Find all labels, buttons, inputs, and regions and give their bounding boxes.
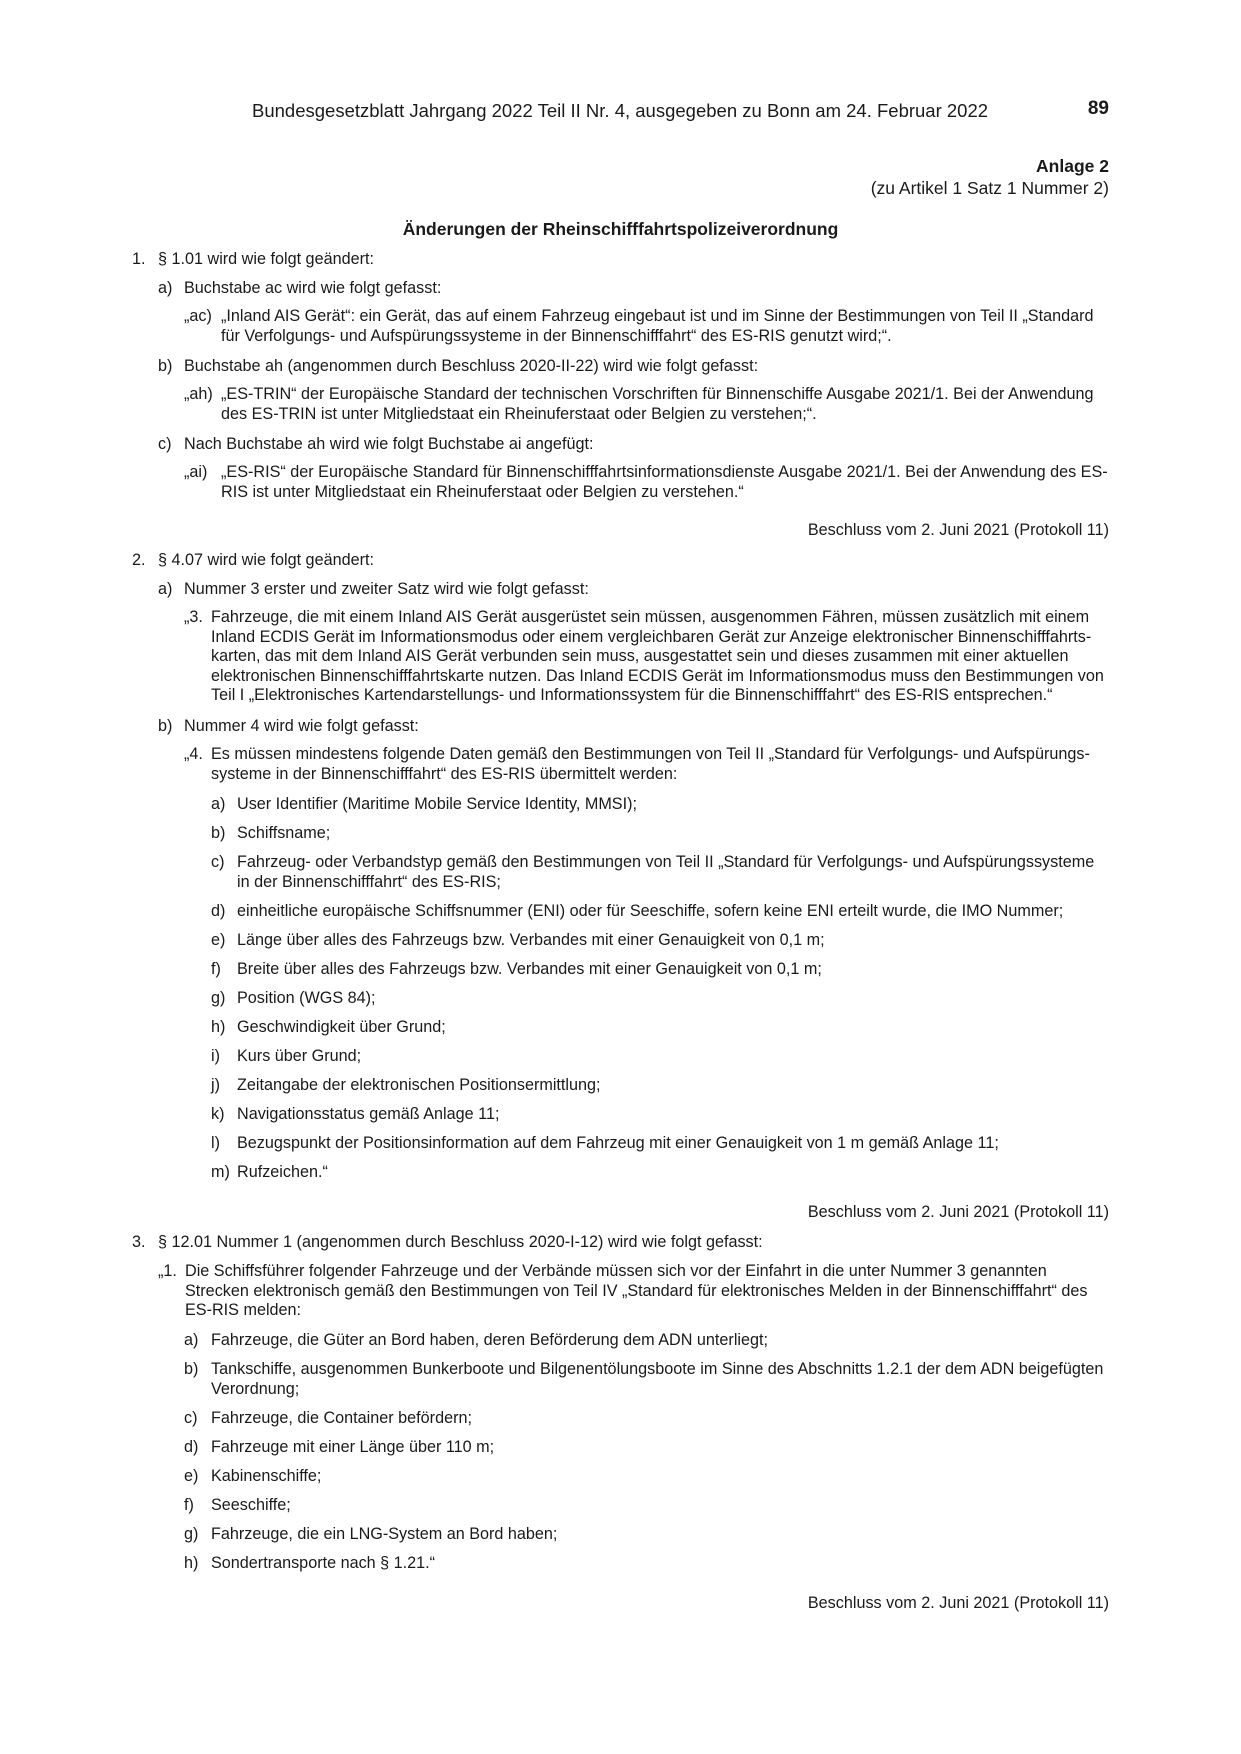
document-heading: Änderungen der Rheinschifffahrtspolizeiverordnung bbox=[402, 219, 839, 239]
s2-list-d-label: d) bbox=[211, 902, 226, 920]
s2-list-j-text: Zeitangabe der elektronischen Positionsermittlung; bbox=[237, 1076, 601, 1094]
s2-list-l-text: Bezugspunkt der Positionsinformation auf dem Fahrzeug mit einer Genauigkeit von 1 m gemäß Anlage 11; bbox=[237, 1134, 999, 1152]
section-1b-quote-label: „ah) bbox=[184, 385, 213, 403]
s2-list-b-text: Schiffsname; bbox=[237, 824, 331, 842]
s3-list-h-label: h) bbox=[184, 1554, 199, 1572]
section-3-number: 3. bbox=[132, 1233, 146, 1251]
section-3-decision: Beschluss vom 2. Juni 2021 (Protokoll 11) bbox=[807, 1594, 1109, 1612]
section-2b-quote-label: „4. bbox=[184, 745, 203, 763]
section-2a-quote-label: „3. bbox=[184, 608, 203, 626]
annex-reference: (zu Artikel 1 Satz 1 Nummer 2) bbox=[870, 178, 1109, 198]
section-2a-label: a) bbox=[158, 580, 173, 598]
section-2-decision: Beschluss vom 2. Juni 2021 (Protokoll 11) bbox=[807, 1203, 1109, 1221]
s3-list-d-text: Fahrzeuge mit einer Länge über 110 m; bbox=[211, 1438, 495, 1456]
section-1b-label: b) bbox=[158, 357, 173, 375]
s2-list-g-text: Position (WGS 84); bbox=[237, 989, 376, 1007]
section-1-text: § 1.01 wird wie folgt geändert: bbox=[158, 250, 374, 268]
section-1a-quote-text: „Inland AIS Gerät“: ein Gerät, das auf einem Fahrzeug eingebaut ist und im Sinne der Bestimmungen von Teil II „Standard für Verfolgungs- und Aufspürungssysteme in der Binnenschifffahrt“ des ES-RIS genutzt wird;“. bbox=[221, 307, 1094, 345]
section-1c-quote-text: „ES-RIS“ der Europäische Standard für Binnenschifffahrtsinformationsdienste Ausgabe 2021/1. Bei der Anwendung des ES-RIS ist unter Mitgliedstaat ein Rheinuferstaat oder Belgien zu verstehen.“ bbox=[221, 463, 1108, 501]
section-2-number: 2. bbox=[132, 551, 146, 569]
section-3-quote-label: „1. bbox=[158, 1262, 177, 1280]
section-1b-text: Buchstabe ah (angenommen durch Beschluss 2020-II-22) wird wie folgt gefasst: bbox=[184, 357, 759, 375]
s3-list-h-text: Sondertransporte nach § 1.21.“ bbox=[211, 1554, 436, 1572]
s2-list-m-label: m) bbox=[211, 1163, 230, 1181]
section-3-text: § 12.01 Nummer 1 (angenommen durch Beschluss 2020-I-12) wird wie folgt gefasst: bbox=[158, 1233, 763, 1251]
s3-list-c-text: Fahrzeuge, die Container befördern; bbox=[211, 1409, 472, 1427]
s3-list-a-label: a) bbox=[184, 1331, 199, 1349]
s2-list-j-label: j) bbox=[211, 1076, 220, 1094]
s3-list-c-label: c) bbox=[184, 1409, 198, 1427]
s3-list-g-text: Fahrzeuge, die ein LNG-System an Bord haben; bbox=[211, 1525, 558, 1543]
s3-list-g-label: g) bbox=[184, 1525, 199, 1543]
s3-list-e-text: Kabinenschiffe; bbox=[211, 1467, 322, 1485]
s2-list-m-text: Rufzeichen.“ bbox=[237, 1163, 328, 1181]
s3-list-a-text: Fahrzeuge, die Güter an Bord haben, deren Beförderung dem ADN unterliegt; bbox=[211, 1331, 769, 1349]
s2-list-l-label: l) bbox=[211, 1134, 220, 1152]
s2-list-c-label: c) bbox=[211, 853, 225, 871]
s2-list-k-text: Navigationsstatus gemäß Anlage 11; bbox=[237, 1105, 500, 1123]
s2-list-a-text: User Identifier (Maritime Mobile Service Identity, MMSI); bbox=[237, 795, 637, 813]
s2-list-i-text: Kurs über Grund; bbox=[237, 1047, 362, 1065]
section-1a-label: a) bbox=[158, 279, 173, 297]
section-1b-quote-text: „ES-TRIN“ der Europäische Standard der technischen Vorschriften für Binnenschiffe Ausgabe 2021/1. Bei der Anwendung des ES-TRIN ist unter Mitgliedstaat ein Rheinuferstaat oder Belgien zu verstehen;“. bbox=[221, 385, 1094, 423]
s3-list-b-text: Tankschiffe, ausgenommen Bunkerboote und Bilgenentölungsboote im Sinne des Abschnitts 1.2.1 der dem ADN beigefügten Verordnung; bbox=[211, 1360, 1104, 1398]
s3-list-f-text: Seeschiffe; bbox=[211, 1496, 291, 1514]
section-1a-text: Buchstabe ac wird wie folgt gefasst: bbox=[184, 279, 442, 297]
section-1c-label: c) bbox=[158, 435, 172, 453]
section-1-decision: Beschluss vom 2. Juni 2021 (Protokoll 11) bbox=[807, 521, 1109, 539]
s2-list-h-label: h) bbox=[211, 1018, 226, 1036]
s2-list-h-text: Geschwindigkeit über Grund; bbox=[237, 1018, 446, 1036]
s2-list-c-text: Fahrzeug- oder Verbandstyp gemäß den Bestimmungen von Teil II „Standard für Verfolgungs- und Aufspürungssysteme in der Binnenschifffahrt“ des ES-RIS; bbox=[237, 853, 1095, 891]
s3-list-f-label: f) bbox=[184, 1496, 194, 1514]
s3-list-e-label: e) bbox=[184, 1467, 199, 1485]
section-1c-text: Nach Buchstabe ah wird wie folgt Buchstabe ai angefügt: bbox=[184, 435, 594, 453]
s2-list-d-text: einheitliche europäische Schiffsnummer (ENI) oder für Seeschiffe, sofern keine ENI erteilt wurde, die IMO Nummer; bbox=[237, 902, 1064, 920]
s2-list-g-label: g) bbox=[211, 989, 226, 1007]
running-header: Bundesgesetzblatt Jahrgang 2022 Teil II Nr. 4, ausgegeben zu Bonn am 24. Februar 2022 bbox=[252, 100, 989, 121]
s2-list-b-label: b) bbox=[211, 824, 226, 842]
section-2b-label: b) bbox=[158, 717, 173, 735]
s2-list-e-label: e) bbox=[211, 931, 226, 949]
section-1a-quote-label: „ac) bbox=[184, 307, 212, 325]
s3-list-d-label: d) bbox=[184, 1438, 199, 1456]
s2-list-a-label: a) bbox=[211, 795, 226, 813]
s2-list-f-text: Breite über alles des Fahrzeugs bzw. Verbandes mit einer Genauigkeit von 0,1 m; bbox=[237, 960, 822, 978]
section-1c-quote-label: „ai) bbox=[184, 463, 208, 481]
section-2a-quote-text: Fahrzeuge, die mit einem Inland AIS Gerät ausgerüstet sein müssen, ausgenommen Fähren, müssen zusätzlich mit einem Inland ECDIS Gerät im Informationsmodus oder einem vergleichbaren Gerät zur Anzeige elektronischer Binnenschifffahrtskarten, das mit dem Inland AIS Gerät verbunden sein muss, ausgestattet sein und dieses zusammen mit einer aktuellen elektronischen Binnenschifffahrtskarte nutzen. Das Inland ECDIS Gerät im Informationsmodus muss den Bestimmungen von Teil I „Elektronisches Kartendarstellungs- und Informationssystem für die Binnenschifffahrt“ des ES-RIS entsprechen.“ bbox=[211, 608, 1104, 705]
s2-list-i-label: i) bbox=[211, 1047, 220, 1065]
s2-list-k-label: k) bbox=[211, 1105, 225, 1123]
section-2b-text: Nummer 4 wird wie folgt gefasst: bbox=[184, 717, 419, 735]
section-2b-quote-text: Es müssen mindestens folgende Daten gemäß den Bestimmungen von Teil II „Standard für Verfolgungs- und Aufspürungssysteme in der Binnenschifffahrt“ des ES-RIS übermittelt werden: bbox=[211, 745, 1090, 783]
section-1-number: 1. bbox=[132, 250, 146, 268]
annex-title: Anlage 2 bbox=[1036, 156, 1109, 176]
page-number: 89 bbox=[1087, 98, 1109, 119]
s2-list-f-label: f) bbox=[211, 960, 221, 978]
s2-list-e-text: Länge über alles des Fahrzeugs bzw. Verbandes mit einer Genauigkeit von 0,1 m; bbox=[237, 931, 825, 949]
s3-list-b-label: b) bbox=[184, 1360, 199, 1378]
section-3-quote-text: Die Schiffsführer folgender Fahrzeuge und der Verbände müssen sich vor der Einfahrt in die unter Nummer 3 genannten Strecken elektronisch gemäß den Bestimmungen von Teil IV „Standard für elektronisches Melden in der Binnenschifffahrt“ des ES-RIS melden: bbox=[185, 1262, 1088, 1320]
section-2a-text: Nummer 3 erster und zweiter Satz wird wie folgt gefasst: bbox=[184, 580, 589, 598]
section-2-text: § 4.07 wird wie folgt geändert: bbox=[158, 551, 374, 569]
